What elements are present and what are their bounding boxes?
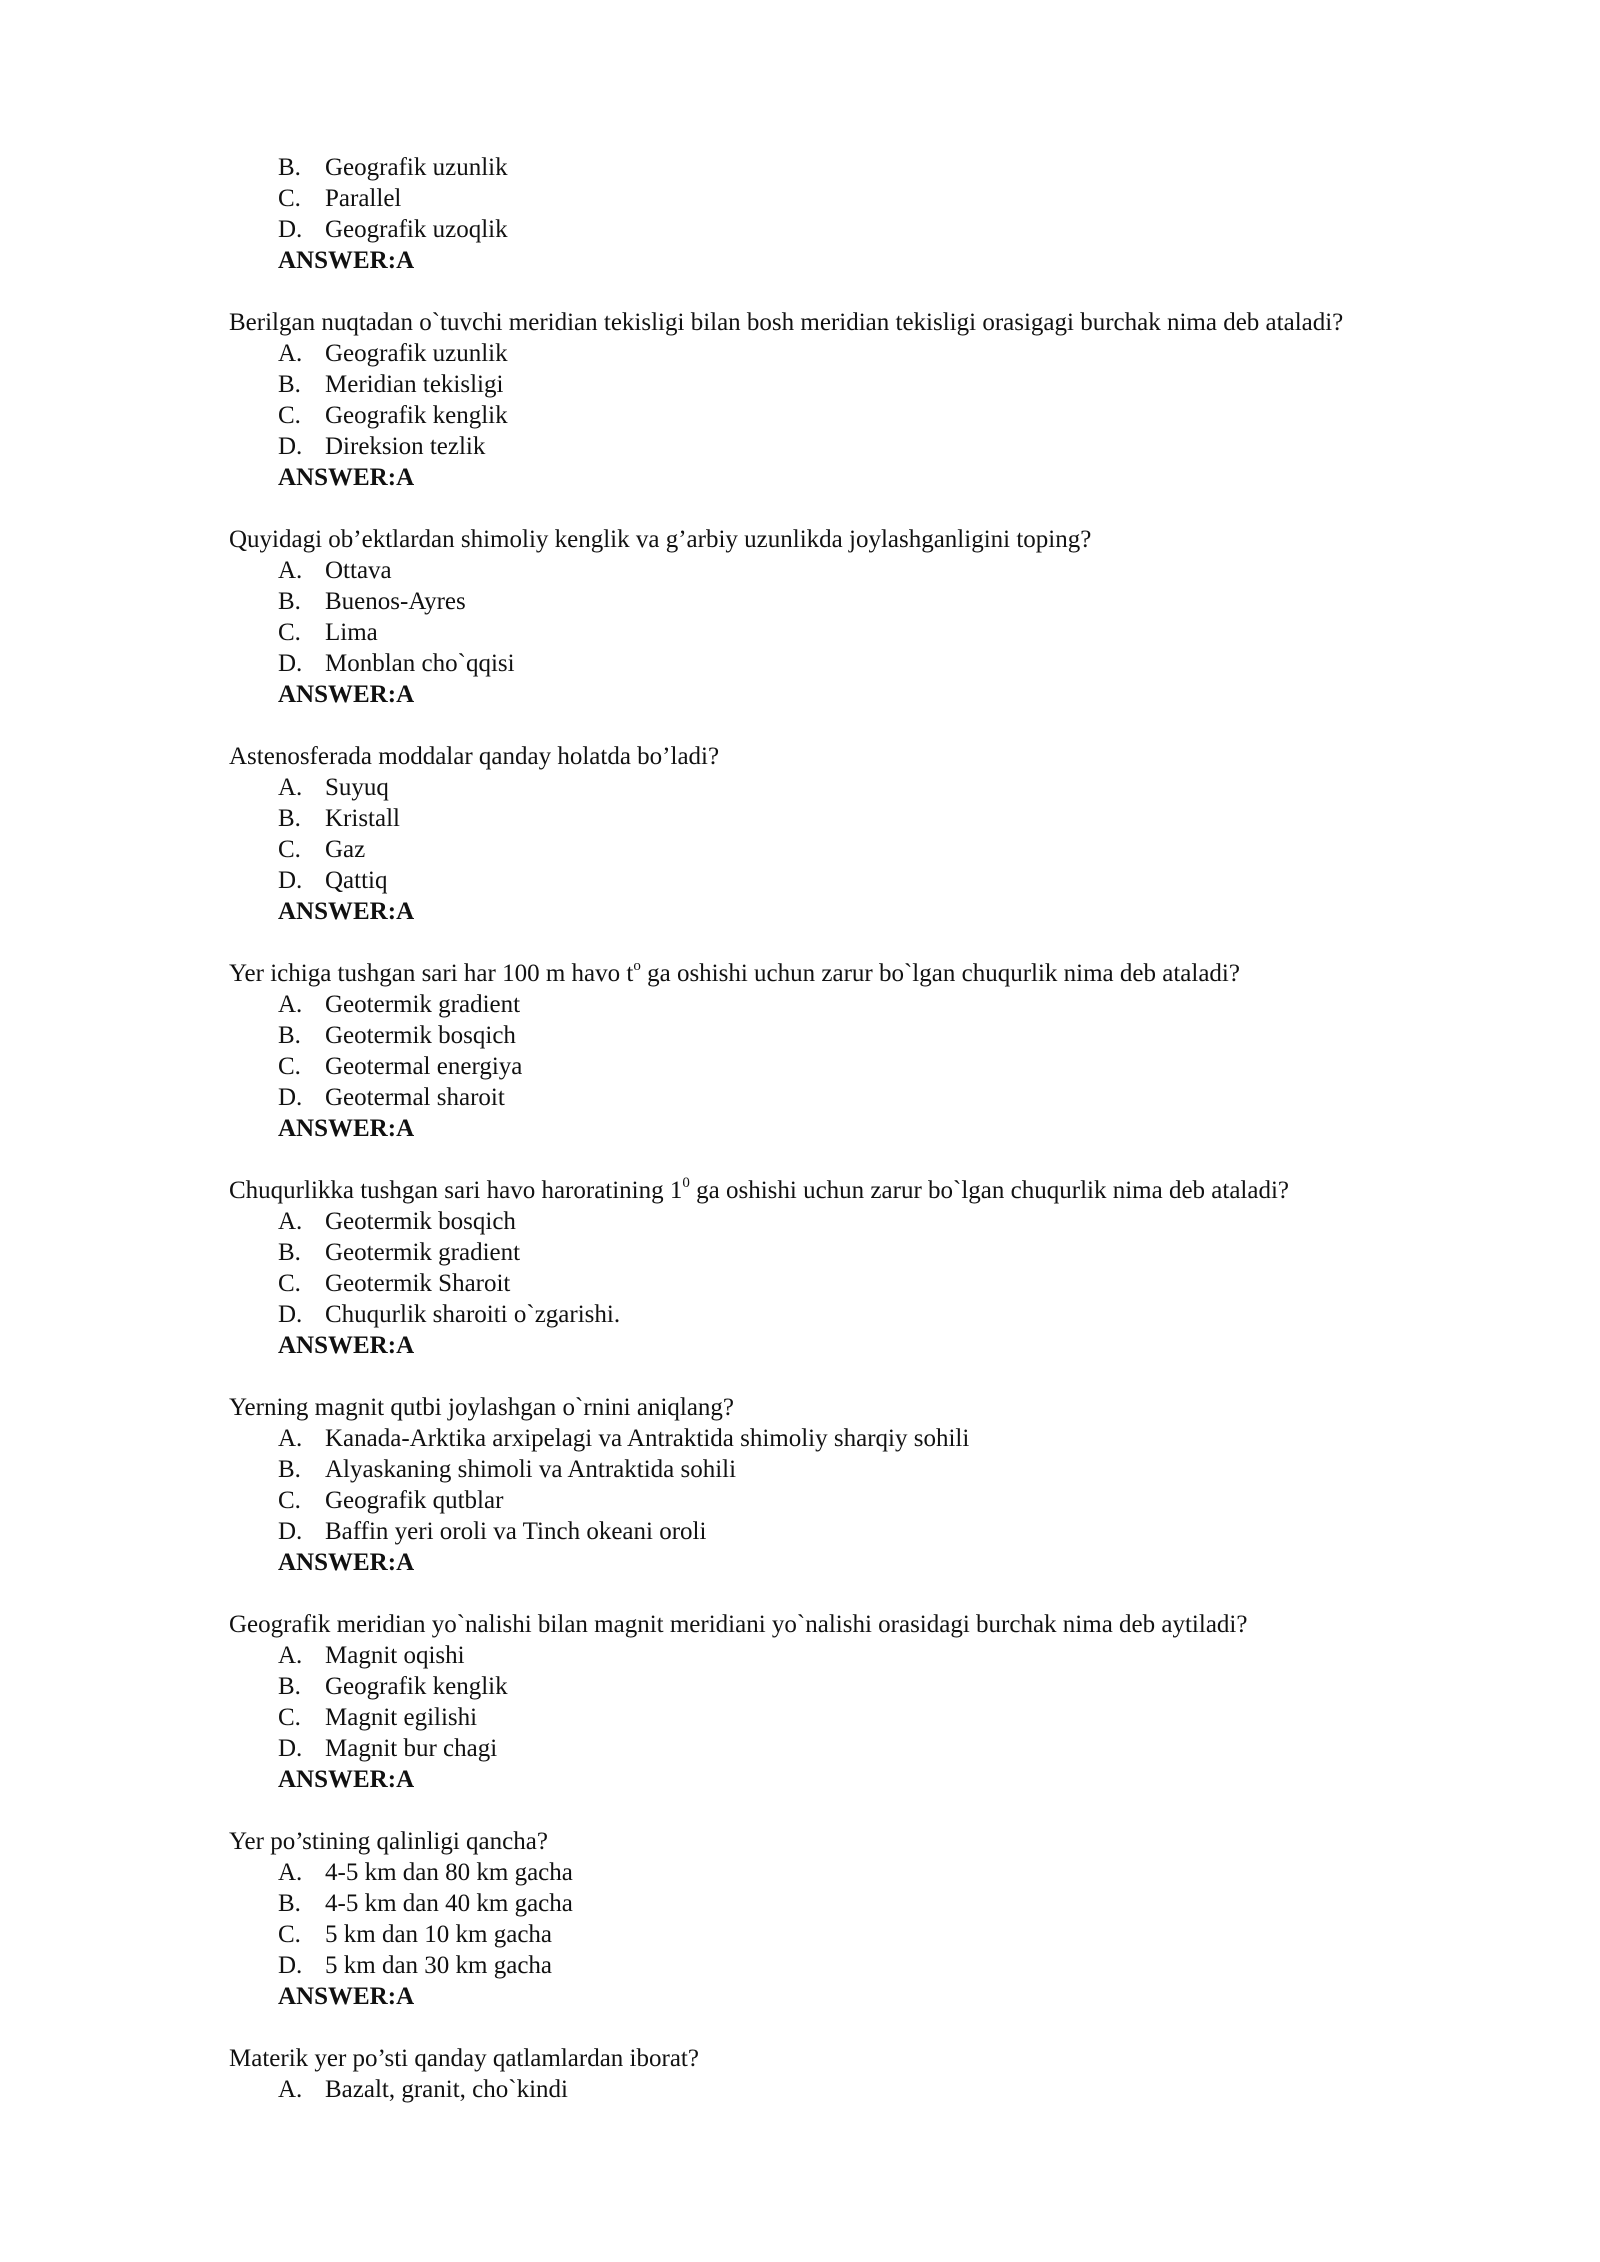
option-item <box>229 152 1529 183</box>
answer-label: ANSWER:A <box>278 1115 415 1142</box>
answer-label: ANSWER:A <box>278 464 415 491</box>
option-text: Magnit oqishi <box>325 1642 465 1669</box>
question-text <box>229 1175 1529 1206</box>
option-letter: D. <box>278 1735 303 1762</box>
option-letter: C. <box>278 1921 301 1948</box>
option-text: 5 km dan 10 km gacha <box>325 1921 553 1948</box>
option-text: Buenos-Ayres <box>325 588 466 615</box>
option-text: Geotermik Sharoit <box>325 1270 511 1297</box>
option-text: Geografik uzoqlik <box>325 216 508 243</box>
option-letter: B. <box>278 371 301 398</box>
option-letter: C. <box>278 1487 301 1514</box>
question-text-part: Yer ichiga tushgan sari har 100 m havo t <box>229 960 634 987</box>
option-item <box>229 1640 1529 1671</box>
answer-label: ANSWER:A <box>278 247 415 274</box>
option-letter: A. <box>278 1208 303 1235</box>
question-block <box>229 958 1529 1144</box>
option-text: Direksion tezlik <box>325 433 486 460</box>
superscript-text: 0 <box>682 1174 690 1191</box>
option-letter: B. <box>278 154 301 181</box>
question-block <box>229 1609 1529 1795</box>
option-text: Magnit bur chagi <box>325 1735 498 1762</box>
option-item <box>229 2074 1529 2105</box>
option-letter: B. <box>278 1890 301 1917</box>
option-item <box>229 1950 1529 1981</box>
question-block <box>229 1392 1529 1578</box>
option-letter: D. <box>278 867 303 894</box>
option-letter: C. <box>278 619 301 646</box>
option-item <box>229 803 1529 834</box>
option-letter: A. <box>278 1642 303 1669</box>
answer-label: ANSWER:A <box>278 1983 415 2010</box>
option-text: Gaz <box>325 836 366 863</box>
question-text: Quyidagi ob’ektlardan shimoliy kenglik va g’arbiy uzunlikda joylashganligini toping? <box>229 526 1092 553</box>
option-item <box>229 183 1529 214</box>
option-text: Geografik qutblar <box>325 1487 504 1514</box>
option-letter: D. <box>278 1518 303 1545</box>
option-item <box>229 1454 1529 1485</box>
option-text: Geografik kenglik <box>325 1673 508 1700</box>
question-block <box>229 152 1529 276</box>
option-item <box>229 1082 1529 1113</box>
option-letter: A. <box>278 557 303 584</box>
option-text: 5 km dan 30 km gacha <box>325 1952 553 1979</box>
option-item <box>229 865 1529 896</box>
question-block <box>229 1826 1529 2012</box>
question-text: Berilgan nuqtadan o`tuvchi meridian tekisligi bilan bosh meridian tekisligi orasigagi burchak nima deb ataladi? <box>229 309 1344 336</box>
option-letter: D. <box>278 1952 303 1979</box>
option-text: Monblan cho`qqisi <box>325 650 515 677</box>
option-item <box>229 1299 1529 1330</box>
option-letter: D. <box>278 433 303 460</box>
option-letter: A. <box>278 1859 303 1886</box>
option-text: Kristall <box>325 805 400 832</box>
option-text: Kanada-Arktika arxipelagi va Antraktida shimoliy sharqiy sohili <box>325 1425 970 1452</box>
question-block <box>229 2043 1529 2105</box>
option-item <box>229 1671 1529 1702</box>
question-block <box>229 307 1529 493</box>
option-item <box>229 586 1529 617</box>
answer-label: ANSWER:A <box>278 898 415 925</box>
answer-label: ANSWER:A <box>278 1332 415 1359</box>
option-item <box>229 1020 1529 1051</box>
option-item <box>229 1702 1529 1733</box>
option-letter: C. <box>278 402 301 429</box>
option-letter: D. <box>278 650 303 677</box>
answer-label: ANSWER:A <box>278 681 415 708</box>
answer-label: ANSWER:A <box>278 1549 415 1576</box>
option-letter: A. <box>278 991 303 1018</box>
option-text: Geografik uzunlik <box>325 154 508 181</box>
answer-label: ANSWER:A <box>278 1766 415 1793</box>
option-item <box>229 431 1529 462</box>
option-text: Geografik uzunlik <box>325 340 508 367</box>
option-text: Geotermal sharoit <box>325 1084 505 1111</box>
option-text: Alyaskaning shimoli va Antraktida sohili <box>325 1456 737 1483</box>
option-item <box>229 1206 1529 1237</box>
option-letter: A. <box>278 340 303 367</box>
option-text: 4-5 km dan 40 km gacha <box>325 1890 573 1917</box>
option-text: Geotermik bosqich <box>325 1022 516 1049</box>
option-item <box>229 617 1529 648</box>
option-item <box>229 214 1529 245</box>
option-item <box>229 555 1529 586</box>
option-item <box>229 1423 1529 1454</box>
option-text: Qattiq <box>325 867 388 894</box>
question-block <box>229 741 1529 927</box>
question-text-part: ga oshishi uchun zarur bo`lgan chuqurlik nima deb ataladi? <box>640 960 1240 987</box>
question-text-part: ga oshishi uchun zarur bo`lgan chuqurlik nima deb ataladi? <box>689 1177 1290 1204</box>
option-item <box>229 338 1529 369</box>
option-letter: B. <box>278 588 301 615</box>
option-letter: D. <box>278 216 303 243</box>
option-letter: D. <box>278 1301 303 1328</box>
superscript-text: o <box>633 957 641 974</box>
option-item <box>229 1485 1529 1516</box>
option-item <box>229 1733 1529 1764</box>
option-text: Ottava <box>325 557 392 584</box>
option-letter: B. <box>278 1673 301 1700</box>
option-item <box>229 369 1529 400</box>
option-item <box>229 1888 1529 1919</box>
option-text: Lima <box>325 619 378 646</box>
option-text: Chuqurlik sharoiti o`zgarishi. <box>325 1301 621 1328</box>
option-text: Geotermik gradient <box>325 991 521 1018</box>
option-item <box>229 834 1529 865</box>
option-letter: B. <box>278 1456 301 1483</box>
question-text: Yerning magnit qutbi joylashgan o`rnini aniqlang? <box>229 1394 735 1421</box>
option-text: Geotermik gradient <box>325 1239 521 1266</box>
document-content <box>229 152 1529 2136</box>
option-item <box>229 1919 1529 1950</box>
option-item <box>229 648 1529 679</box>
question-block <box>229 524 1529 710</box>
option-text: Meridian tekisligi <box>325 371 504 398</box>
option-item <box>229 1237 1529 1268</box>
option-letter: B. <box>278 1022 301 1049</box>
option-letter: C. <box>278 1270 301 1297</box>
question-text: Materik yer po’sti qanday qatlamlardan iborat? <box>229 2045 699 2072</box>
option-text: Geotermal energiya <box>325 1053 523 1080</box>
option-letter: D. <box>278 1084 303 1111</box>
option-item <box>229 1857 1529 1888</box>
option-item <box>229 1516 1529 1547</box>
option-text: Magnit egilishi <box>325 1704 478 1731</box>
option-text: Baffin yeri oroli va Tinch okeani oroli <box>325 1518 707 1545</box>
option-letter: C. <box>278 1704 301 1731</box>
option-text: Bazalt, granit, cho`kindi <box>325 2076 568 2103</box>
option-item <box>229 400 1529 431</box>
question-text: Astenosferada moddalar qanday holatda bo’ladi? <box>229 743 720 770</box>
option-letter: A. <box>278 1425 303 1452</box>
option-item <box>229 1268 1529 1299</box>
option-item <box>229 772 1529 803</box>
question-text-part: Chuqurlikka tushgan sari havo haroratining 1 <box>229 1177 683 1204</box>
option-letter: C. <box>278 185 301 212</box>
option-letter: A. <box>278 774 303 801</box>
option-letter: A. <box>278 2076 303 2103</box>
question-text <box>229 958 1529 989</box>
option-text: Geotermik bosqich <box>325 1208 516 1235</box>
question-text: Geografik meridian yo`nalishi bilan magnit meridiani yo`nalishi orasidagi burchak nima deb aytiladi? <box>229 1611 1248 1638</box>
option-text: Geografik kenglik <box>325 402 508 429</box>
option-letter: C. <box>278 836 301 863</box>
option-text: Suyuq <box>325 774 389 801</box>
option-letter: B. <box>278 805 301 832</box>
option-letter: C. <box>278 1053 301 1080</box>
option-text: Parallel <box>325 185 402 212</box>
question-text: Yer po’stining qalinligi qancha? <box>229 1828 548 1855</box>
option-text: 4-5 km dan 80 km gacha <box>325 1859 573 1886</box>
option-letter: B. <box>278 1239 301 1266</box>
option-item <box>229 989 1529 1020</box>
question-block <box>229 1175 1529 1361</box>
option-item <box>229 1051 1529 1082</box>
